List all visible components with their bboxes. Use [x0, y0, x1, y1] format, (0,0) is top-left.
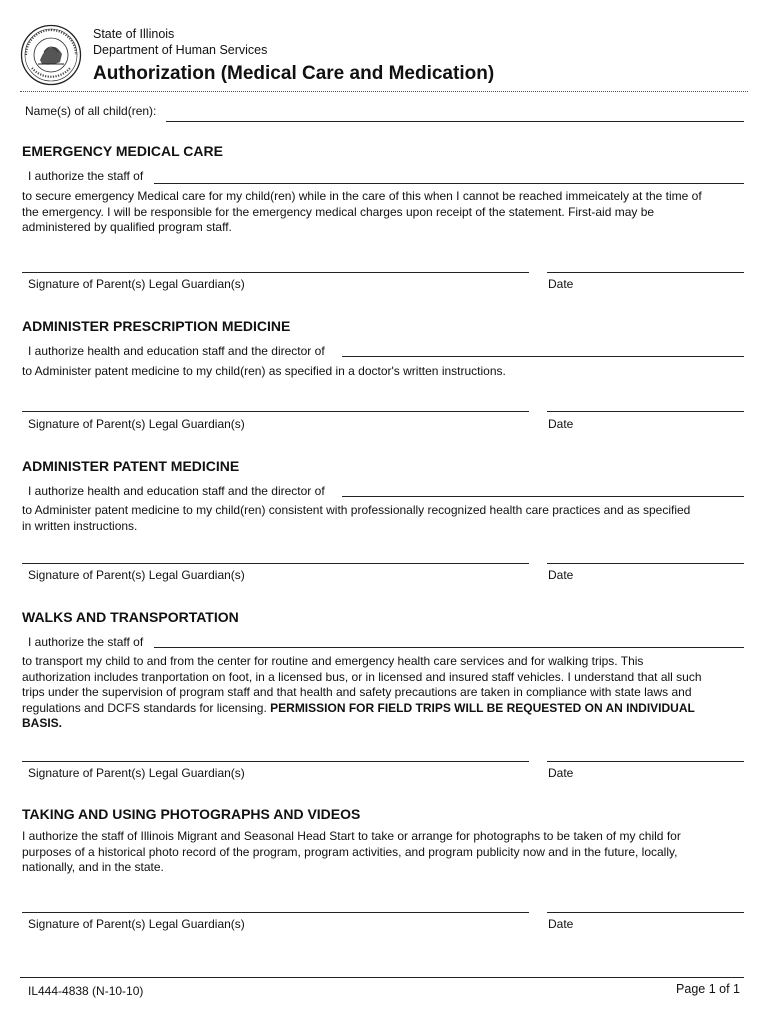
emergency-date-label: Date	[548, 277, 574, 291]
patent-date-field[interactable]	[547, 563, 744, 564]
children-names-label: Name(s) of all child(ren):	[25, 104, 157, 118]
photos-body	[22, 829, 752, 876]
emergency-body	[22, 189, 752, 236]
walks-body-line: to transport my child to and from the center for routine and emergency health care services and for walking trips. This	[22, 654, 644, 668]
agency-block	[93, 27, 267, 58]
photos-signature-label: Signature of Parent(s) Legal Guardian(s)	[28, 917, 245, 931]
section-heading-prescription: ADMINISTER PRESCRIPTION MEDICINE	[22, 318, 291, 334]
prescription-date-field[interactable]	[547, 411, 744, 412]
photos-body-line: purposes of a historical photo record of the program, program activities, and program publicity now and in the future, locally,	[22, 844, 678, 859]
prescription-signature-field[interactable]	[22, 411, 529, 412]
walks-body-line: trips under the supervision of program staff and that health and safety precautions are taken in compliance with state laws and	[22, 685, 692, 699]
photos-date-label: Date	[548, 917, 574, 931]
prescription-body	[22, 364, 752, 380]
form-number: IL444-4838 (N-10-10)	[28, 984, 144, 998]
section-heading-patent: ADMINISTER PATENT MEDICINE	[22, 458, 240, 474]
emergency-date-field[interactable]	[547, 272, 744, 273]
footer-divider	[20, 977, 744, 978]
page-number: Page 1 of 1	[676, 982, 740, 996]
walks-staff-field[interactable]	[154, 647, 744, 648]
walks-date-label: Date	[548, 766, 574, 780]
state-name: State of Illinois	[93, 27, 175, 41]
walks-authorize-label: I authorize the staff of	[28, 635, 144, 649]
patent-body	[22, 503, 752, 534]
patent-date-label: Date	[548, 568, 574, 582]
walks-body-line	[22, 716, 752, 732]
emergency-staff-field[interactable]	[154, 183, 744, 184]
walks-body-line: authorization includes tranportation on foot, in a licensed bus, or in licensed and insured staff vehicles. I understand that all such	[22, 669, 702, 684]
walks-signature-label: Signature of Parent(s) Legal Guardian(s)	[28, 766, 245, 780]
walks-body	[22, 654, 752, 732]
walks-date-field[interactable]	[547, 761, 744, 762]
patent-signature-label: Signature of Parent(s) Legal Guardian(s)	[28, 568, 245, 582]
emergency-authorize-label: I authorize the staff of	[28, 169, 144, 183]
photos-body-line: I authorize the staff of Illinois Migrant and Seasonal Head Start to take or arrange for photographs to be taken of my child for	[22, 829, 681, 843]
walks-signature-field[interactable]	[22, 761, 529, 762]
prescription-signature-label: Signature of Parent(s) Legal Guardian(s)	[28, 417, 245, 431]
header-divider	[20, 91, 748, 92]
prescription-director-field[interactable]	[342, 356, 744, 357]
department-name: Department of Human Services	[93, 42, 268, 57]
walks-body-text: regulations and DCFS standards for licensing.	[22, 700, 271, 715]
photos-body-line: nationally, and in the state.	[22, 860, 164, 874]
patent-body-line: to Administer patent medicine to my child(ren) consistent with professionally recognized health care practices and as specified	[22, 503, 691, 517]
emergency-body-line: the emergency. I will be responsible for the emergency medical charges upon receipt of the statement. First-aid may be	[22, 204, 655, 219]
patent-body-line: in written instructions.	[22, 518, 138, 533]
photos-signature-field[interactable]	[22, 912, 529, 913]
children-names-field[interactable]	[166, 121, 744, 122]
photos-date-field[interactable]	[547, 912, 744, 913]
section-heading-emergency: EMERGENCY MEDICAL CARE	[22, 143, 223, 159]
patent-director-field[interactable]	[342, 496, 744, 497]
prescription-authorize-label: I authorize health and education staff and the director of	[28, 344, 325, 358]
prescription-body-line: to Administer patent medicine to my child(ren) as specified in a doctor's written instructions.	[22, 364, 506, 378]
patent-signature-field[interactable]	[22, 563, 529, 564]
walks-body-line	[22, 701, 752, 717]
state-seal-logo	[20, 24, 82, 86]
emergency-signature-field[interactable]	[22, 272, 529, 273]
field-trip-notice: PERMISSION FOR FIELD TRIPS WILL BE REQUESTED ON AN INDIVIDUAL	[270, 700, 695, 715]
emergency-body-line: administered by qualified program staff.	[22, 220, 232, 234]
section-heading-photos: TAKING AND USING PHOTOGRAPHS AND VIDEOS	[22, 806, 361, 822]
prescription-date-label: Date	[548, 417, 574, 431]
section-heading-walks: WALKS AND TRANSPORTATION	[22, 609, 239, 625]
field-trip-notice-end: BASIS.	[22, 716, 63, 730]
emergency-signature-label: Signature of Parent(s) Legal Guardian(s)	[28, 277, 245, 291]
form-title: Authorization (Medical Care and Medication)	[93, 63, 495, 84]
emergency-body-line: to secure emergency Medical care for my child(ren) while in the care of this when I cannot be reached immeicately at the time of	[22, 189, 702, 203]
patent-authorize-label: I authorize health and education staff and the director of	[28, 484, 325, 498]
